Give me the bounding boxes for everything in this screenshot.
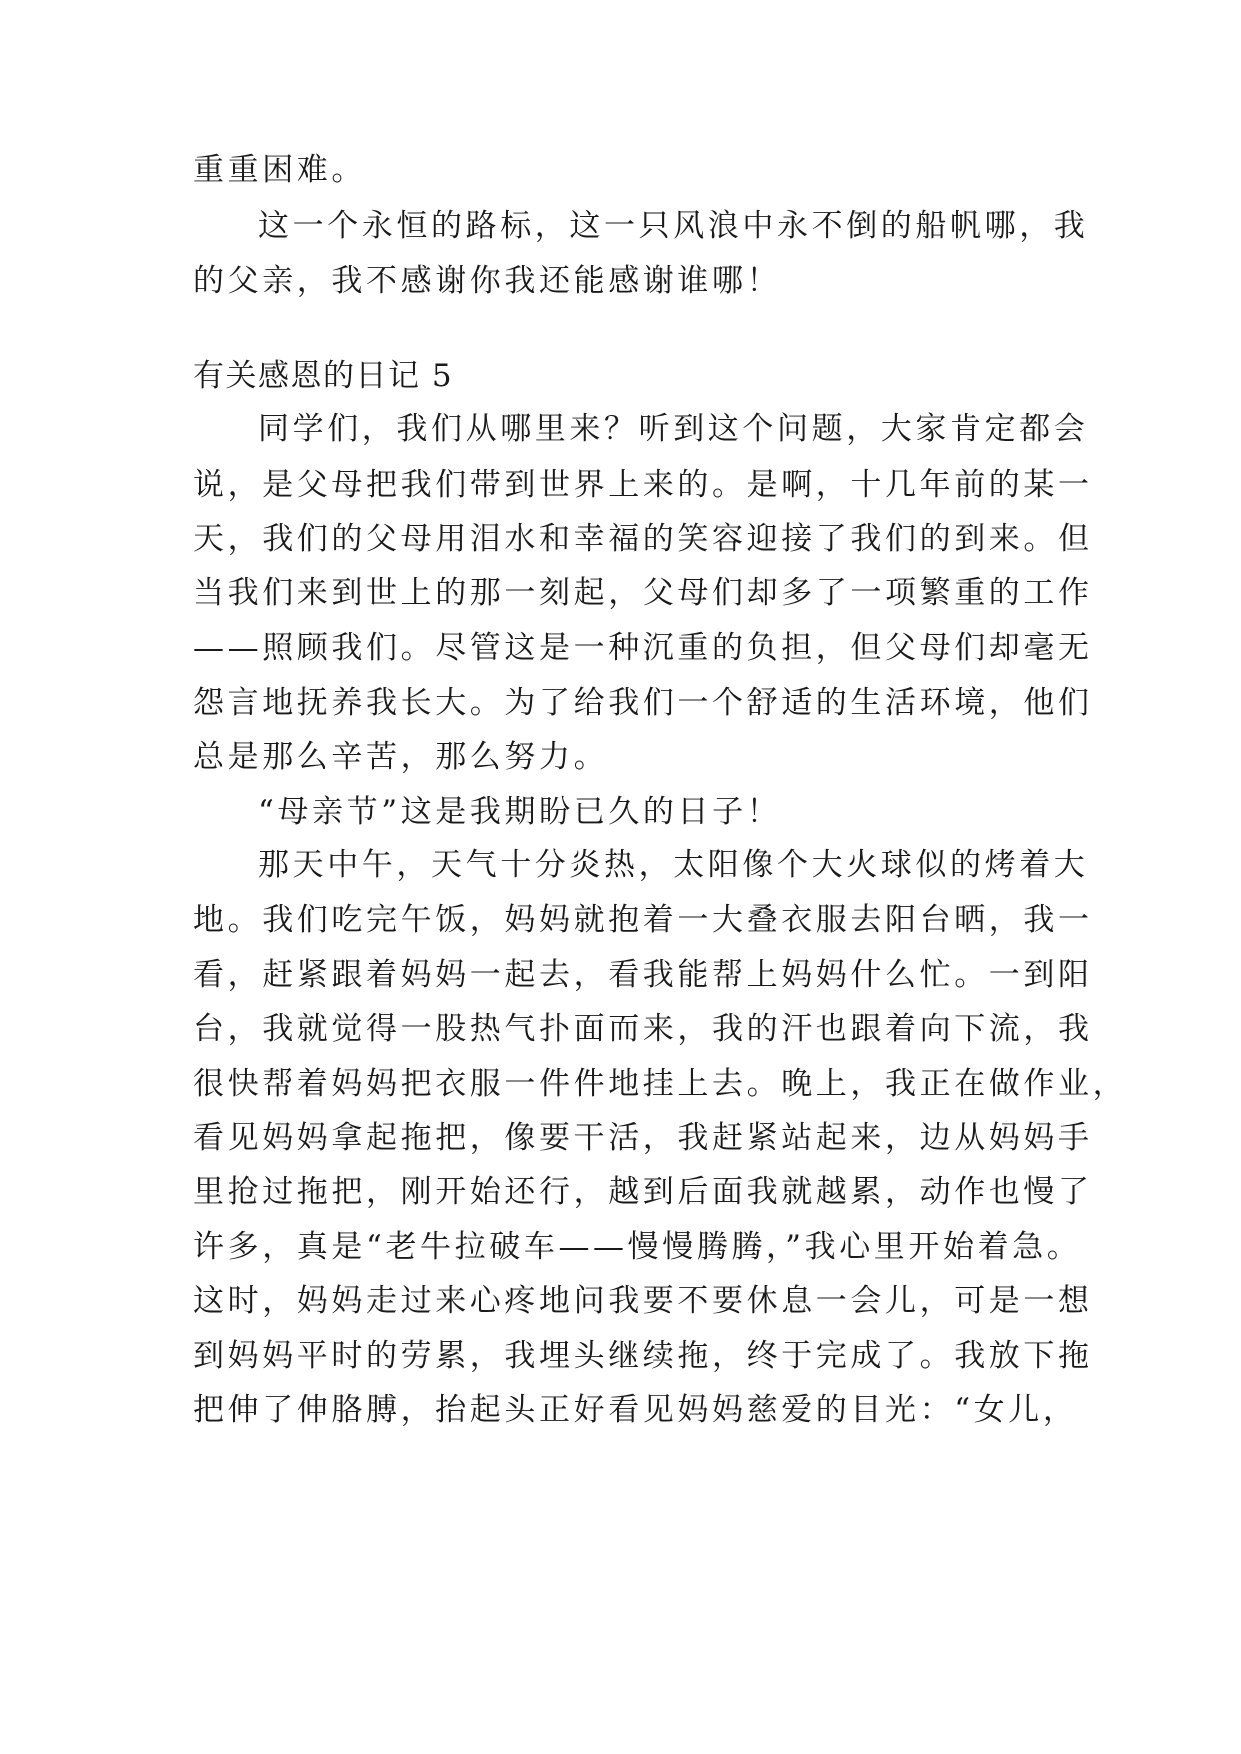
paragraph-line: 台，我就觉得一股热气扑面而来，我的汗也跟着向下流，我 — [193, 1011, 1093, 1047]
paragraph-line: 天，我们的父母用泪水和幸福的笑容迎接了我们的到来。但 — [193, 521, 1093, 557]
paragraph-line: 里抢过拖把，刚开始还行，越到后面我就越累，动作也慢了 — [193, 1174, 1093, 1210]
paragraph-line: 到妈妈平时的劳累，我埋头继续拖，终于完成了。我放下拖 — [193, 1338, 1093, 1374]
paragraph-line: 总是那么辛苦，那么努力。 — [193, 739, 609, 775]
paragraph-line: 把伸了伸胳膊，抬起头正好看见妈妈慈爱的目光：“女儿， — [193, 1392, 1078, 1428]
paragraph-line: 这一个永恒的路标，这一只风浪中永不倒的船帆哪，我 — [258, 208, 1089, 244]
paragraph-line: 许多，真是“老牛拉破车——慢慢腾腾，”我心里开始着急。 — [193, 1229, 1082, 1265]
paragraph-line: 同学们，我们从哪里来？听到这个问题，大家肯定都会 — [258, 411, 1089, 447]
paragraph-line: 怨言地抚养我长大。为了给我们一个舒适的生活环境，他们 — [193, 685, 1093, 721]
section-heading: 有关感恩的日记 5 — [193, 358, 454, 394]
paragraph-line: 当我们来到世上的那一刻起，父母们却多了一项繁重的工作 — [193, 575, 1093, 611]
paragraph-line: 的父亲，我不感谢你我还能感谢谁哪！ — [193, 263, 782, 299]
paragraph-line: 这时，妈妈走过来心疼地问我要不要休息一会儿，可是一想 — [193, 1283, 1093, 1319]
paragraph-line: 看见妈妈拿起拖把，像要干活，我赶紧站起来，边从妈妈手 — [193, 1120, 1093, 1156]
paragraph-line: 说，是父母把我们带到世界上来的。是啊，十几年前的某一 — [193, 467, 1093, 503]
paragraph-line: 那天中午，天气十分炎热，太阳像个大火球似的烤着大 — [258, 847, 1089, 883]
paragraph-line: 地。我们吃完午饭，妈妈就抱着一大叠衣服去阳台晒，我一 — [193, 902, 1093, 938]
paragraph-line: ——照顾我们。尽管这是一种沉重的负担，但父母们却毫无 — [193, 630, 1093, 666]
paragraph-line: 看，赶紧跟着妈妈一起去，看我能帮上妈妈什么忙。一到阳 — [193, 957, 1093, 993]
paragraph-line: 重重困难。 — [193, 152, 366, 188]
paragraph-line: 很快帮着妈妈把衣服一件件地挂上去。晚上，我正在做作业， — [193, 1066, 1128, 1102]
paragraph-line: “母亲节”这是我期盼已久的日子！ — [258, 794, 782, 830]
